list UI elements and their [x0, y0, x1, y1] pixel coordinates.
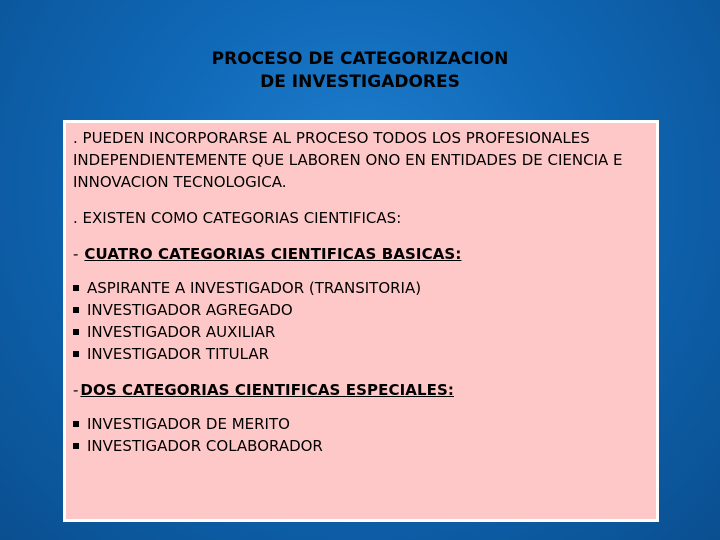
special-categories-heading — [73, 379, 649, 401]
slide-title — [120, 48, 600, 94]
list-item-text: INVESTIGADOR AGREGADO — [87, 301, 293, 319]
square-bullet-icon — [73, 421, 79, 427]
list-item-text: INVESTIGADOR DE MERITO — [87, 415, 290, 433]
intro-paragraph: . PUEDEN INCORPORARSE AL PROCESO TODOS LOS PROFESIONALES INDEPENDIENTEMENTE QUE LABOREN ONO EN ENTIDADES DE CIENCIA E INNOVACION TECNOLOGICA. — [73, 129, 623, 191]
list-item — [73, 413, 649, 435]
list-item-text: INVESTIGADOR TITULAR — [87, 345, 270, 363]
list-item — [73, 321, 649, 343]
list-item — [73, 343, 649, 365]
basic-categories-list — [73, 277, 649, 365]
special-categories-list — [73, 413, 649, 457]
title-line-1: PROCESO DE CATEGORIZACION — [211, 49, 509, 69]
square-bullet-icon — [73, 351, 79, 357]
list-item-text: INVESTIGADOR COLABORADOR — [87, 437, 323, 455]
title-line-2: DE INVESTIGADORES — [260, 72, 460, 92]
square-bullet-icon — [73, 285, 79, 291]
list-item — [73, 277, 649, 299]
dash-marker: - — [73, 245, 79, 263]
square-bullet-icon — [73, 443, 79, 449]
list-item-text: ASPIRANTE A INVESTIGADOR (TRANSITORIA) — [87, 279, 422, 297]
list-item-text: INVESTIGADOR AUXILIAR — [87, 323, 276, 341]
square-bullet-icon — [73, 329, 79, 335]
basic-categories-heading — [73, 243, 649, 265]
basic-heading-text: CUATRO CATEGORIAS CIENTIFICAS BASICAS: — [84, 245, 462, 263]
categories-intro: . EXISTEN COMO CATEGORIAS CIENTIFICAS: — [73, 209, 402, 227]
square-bullet-icon — [73, 307, 79, 313]
list-item — [73, 299, 649, 321]
content-box — [63, 120, 659, 522]
list-item — [73, 435, 649, 457]
special-heading-text: DOS CATEGORIAS CIENTIFICAS ESPECIALES: — [80, 381, 454, 399]
dash-marker: - — [73, 381, 79, 399]
